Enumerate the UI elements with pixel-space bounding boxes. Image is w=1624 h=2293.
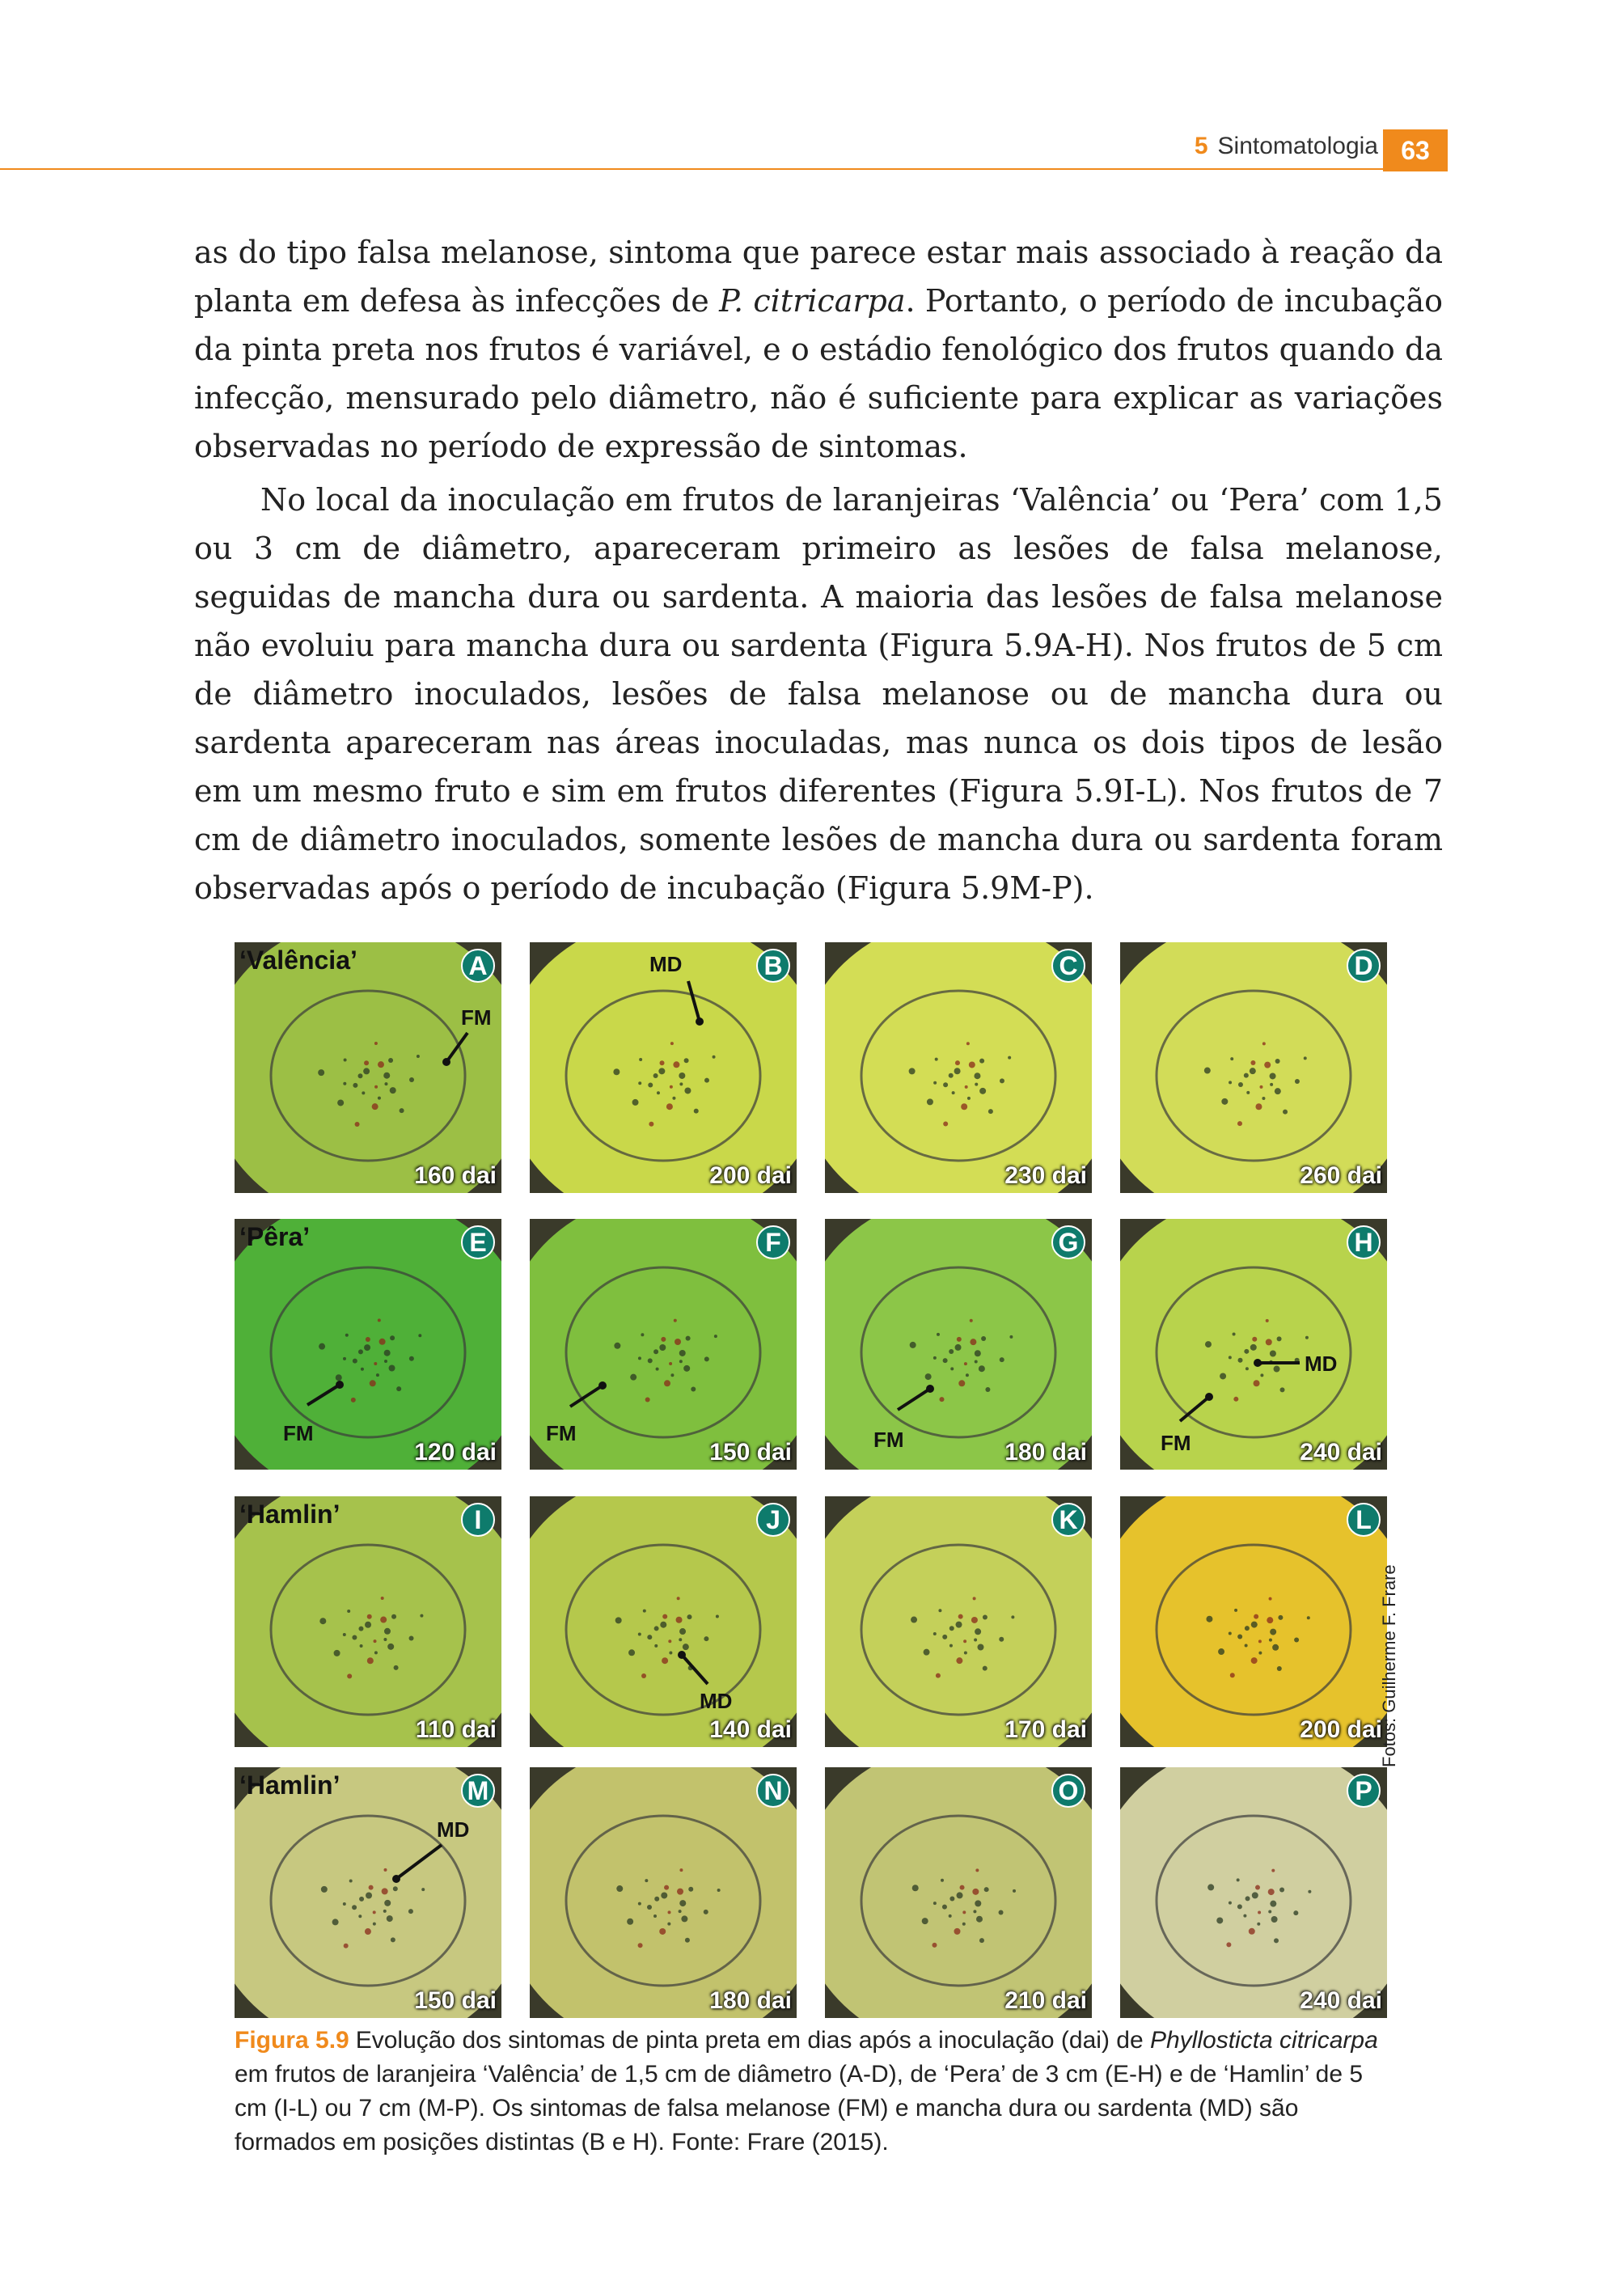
days-after-inoculation: 160 dai <box>414 1162 497 1189</box>
figure-panel-n <box>530 1767 797 2018</box>
days-after-inoculation: 110 dai <box>415 1716 497 1743</box>
days-after-inoculation: 140 dai <box>709 1716 792 1743</box>
figure-5-9 <box>235 942 1448 2018</box>
running-header <box>0 129 1624 171</box>
panel-letter: E <box>461 1225 495 1259</box>
days-after-inoculation: 200 dai <box>709 1162 792 1189</box>
caption-label: Figura 5.9 <box>235 2027 349 2054</box>
lesion-label: FM <box>461 1005 492 1030</box>
panel-letter: A <box>461 949 495 983</box>
fruit-photo <box>825 1767 1092 2018</box>
figure-panel-a <box>235 942 501 1193</box>
fruit-photo <box>825 942 1092 1193</box>
days-after-inoculation: 120 dai <box>414 1439 497 1466</box>
caption-species: Phyllosticta citricarpa <box>1149 2027 1378 2054</box>
fruit-photo <box>1120 942 1387 1193</box>
panel-letter: M <box>461 1774 495 1808</box>
photo-credit: Fotos: Guilherme F. Frare <box>1379 1564 1399 1767</box>
fruit-photo <box>530 1496 797 1747</box>
header-chapter <box>1195 133 1378 160</box>
figure-panel-p <box>1120 1767 1387 2018</box>
lesion-label: FM <box>873 1428 904 1452</box>
panel-letter: K <box>1051 1503 1085 1537</box>
figure-panel-i <box>235 1496 501 1747</box>
fruit-photo <box>235 1219 501 1470</box>
fruit-photo <box>235 1496 501 1747</box>
figure-panel-h <box>1120 1219 1387 1470</box>
page-number: 63 <box>1383 129 1448 171</box>
caption-text-b: em frutos de laranjeira ‘Valência’ de 1,5 cm de diâmetro (A-D), de ‘Pera’ de 3 cm (E-H) e de ‘Hamlin’ de 5 cm (I-L) ou 7 cm (M-P). Os sintomas de falsa melanose (FM) e mancha dura ou sardenta (MD) são formados em posições distintas (B e H). Fonte: Frare (2015). <box>235 2061 1364 2156</box>
fruit-photo <box>235 942 501 1193</box>
figure-panel-k <box>825 1496 1092 1747</box>
lesion-label: FM <box>546 1421 577 1445</box>
figure-caption <box>235 2024 1399 2160</box>
panel-letter: G <box>1051 1225 1085 1259</box>
days-after-inoculation: 170 dai <box>1004 1716 1087 1743</box>
lesion-label: MD <box>700 1689 733 1713</box>
figure-panel-c <box>825 942 1092 1193</box>
panel-letter: D <box>1347 949 1381 983</box>
days-after-inoculation: 200 dai <box>1300 1716 1382 1743</box>
paragraph-1-part-b: . Portanto, o período de incubação da pinta preta nos frutos é variável, e o estádio fenológico dos frutos quando da infecção, mensurado pelo diâmetro, não é suficiente para explicar as variações observadas no período de expressão de sintomas. <box>194 283 1443 464</box>
fruit-photo <box>1120 1496 1387 1747</box>
paragraph-1 <box>194 228 1443 471</box>
fruit-photo <box>235 1767 501 2018</box>
fruit-photo <box>825 1496 1092 1747</box>
lesion-label: FM <box>283 1421 314 1445</box>
figure-panel-g <box>825 1219 1092 1470</box>
days-after-inoculation: 150 dai <box>709 1439 792 1466</box>
figure-panel-l <box>1120 1496 1387 1747</box>
lesion-label: MD <box>649 952 683 976</box>
days-after-inoculation: 230 dai <box>1004 1162 1087 1189</box>
days-after-inoculation: 150 dai <box>414 1987 497 2014</box>
variety-label: ‘Hamlin’ <box>239 1500 340 1529</box>
figure-panel-j <box>530 1496 797 1747</box>
panel-letter: H <box>1347 1225 1381 1259</box>
body-text <box>194 228 1443 912</box>
days-after-inoculation: 180 dai <box>1004 1439 1087 1466</box>
lesion-label: FM <box>1161 1431 1191 1455</box>
caption-text-a: Evolução dos sintomas de pinta preta em dias após a inoculação (dai) de <box>355 2027 1150 2054</box>
fruit-photo <box>825 1219 1092 1470</box>
panel-letter: C <box>1051 949 1085 983</box>
days-after-inoculation: 260 dai <box>1300 1162 1382 1189</box>
fruit-photo <box>1120 1767 1387 2018</box>
variety-label: ‘Hamlin’ <box>239 1771 340 1800</box>
chapter-title: Sintomatologia <box>1217 133 1378 159</box>
paragraph-2: No local da inoculação em frutos de laranjeiras ‘Valência’ ou ‘Pera’ com 1,5 ou 3 cm de diâmetro, apareceram primeiro as lesões de falsa melanose, seguidas de mancha dura ou sardenta. A maioria das lesões de falsa melanose não evoluiu para mancha dura ou sardenta (Figura 5.9A-H). Nos frutos de 5 cm de diâmetro inoculados, lesões de falsa melanose ou de mancha dura ou sardenta apareceram nas áreas inoculadas, mas nunca os dois tipos de lesão em um mesmo fruto e sim em frutos diferentes (Figura 5.9I-L). Nos frutos de 7 cm de diâmetro inoculados, somente lesões de mancha dura ou sardenta foram observadas após o período de incubação (Figura 5.9M-P). <box>194 482 1443 906</box>
fruit-photo <box>530 1767 797 2018</box>
panel-letter: P <box>1347 1774 1381 1808</box>
panel-letter: N <box>756 1774 790 1808</box>
figure-panel-o <box>825 1767 1092 2018</box>
species-name: P. citricarpa <box>719 283 906 319</box>
panel-letter: F <box>756 1225 790 1259</box>
days-after-inoculation: 240 dai <box>1300 1439 1382 1466</box>
figure-panel-b <box>530 942 797 1193</box>
days-after-inoculation: 240 dai <box>1300 1987 1382 2014</box>
lesion-label: MD <box>1305 1352 1338 1376</box>
figure-panel-d <box>1120 942 1387 1193</box>
panel-letter: J <box>756 1503 790 1537</box>
paragraph-1-part-a: as do tipo falsa melanose, sintoma que parece estar mais associado à reação da planta em defesa às infecções de <box>194 235 1443 319</box>
variety-label: ‘Valência’ <box>239 946 357 975</box>
panel-letter: B <box>756 949 790 983</box>
variety-label: ‘Pêra’ <box>239 1222 311 1251</box>
figure-panel-e <box>235 1219 501 1470</box>
figure-panel-m <box>235 1767 501 2018</box>
days-after-inoculation: 210 dai <box>1004 1987 1087 2014</box>
panel-letter: O <box>1051 1774 1085 1808</box>
panel-letter: I <box>461 1503 495 1537</box>
days-after-inoculation: 180 dai <box>709 1987 792 2014</box>
lesion-label: MD <box>437 1817 470 1842</box>
fruit-photo <box>530 942 797 1193</box>
panel-letter: L <box>1347 1503 1381 1537</box>
header-rule <box>0 168 1443 170</box>
figure-panel-f <box>530 1219 797 1470</box>
chapter-number: 5 <box>1194 133 1208 159</box>
